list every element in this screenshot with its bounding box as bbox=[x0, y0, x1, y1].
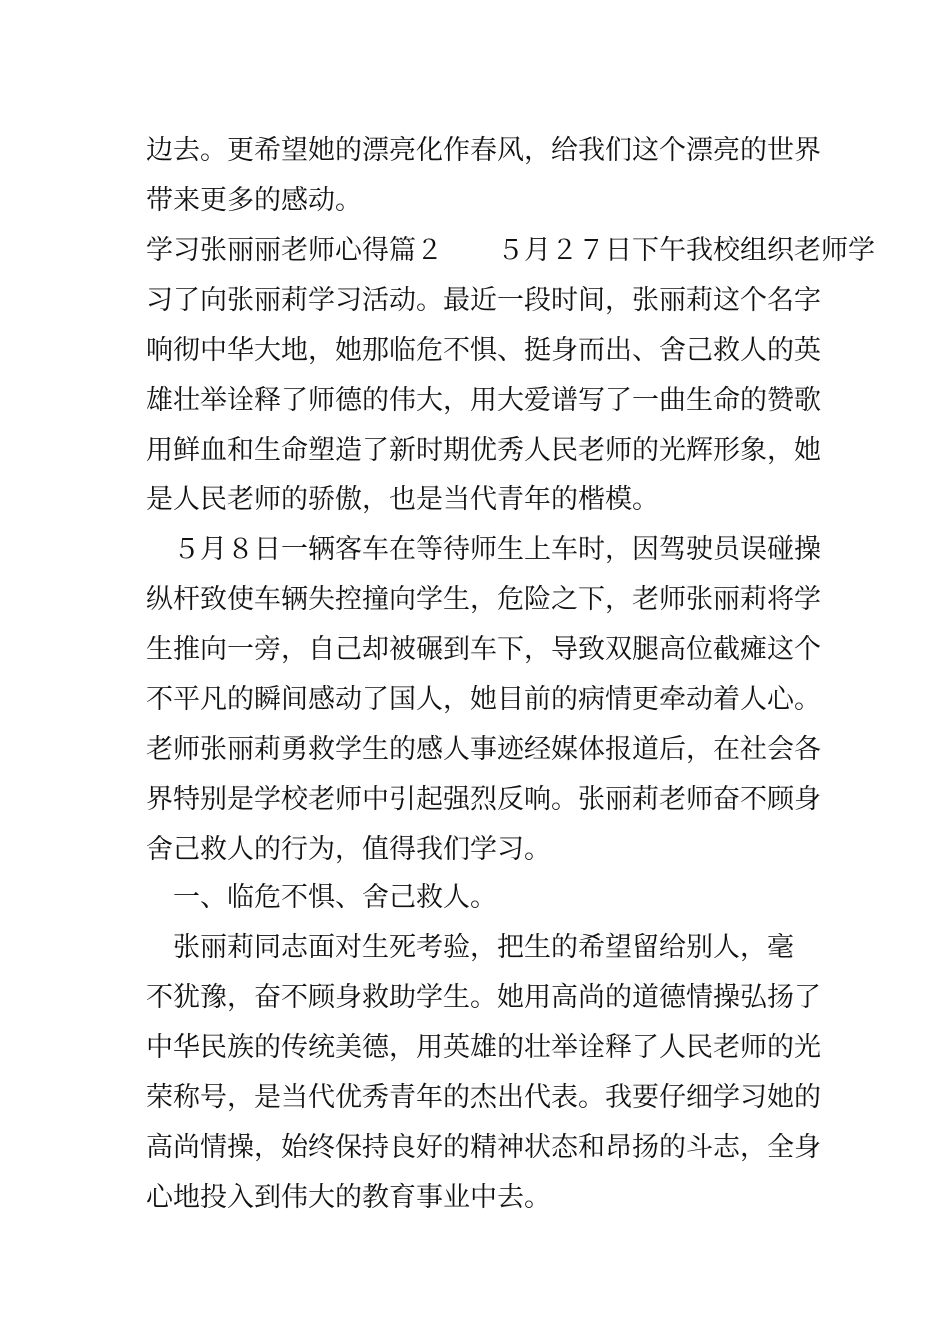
text-line: 是人民老师的骄傲，也是当代青年的楷模。 bbox=[146, 484, 659, 515]
text-line: 界特别是学校老师中引起强烈反响。张丽莉老师奋不顾身 bbox=[146, 784, 821, 815]
text-line: 老师张丽莉勇救学生的感人事迹经媒体报道后，在社会各 bbox=[146, 734, 821, 765]
text-line: 纵杆致使车辆失控撞向学生，危险之下，老师张丽莉将学 bbox=[146, 584, 821, 615]
text-line: 雄壮举诠释了师德的伟大，用大爱谱写了一曲生命的赞歌 bbox=[146, 385, 821, 416]
section-heading: 一、临危不惧、舍己救人。 bbox=[146, 882, 497, 913]
text-line: 边去。更希望她的漂亮化作春风，给我们这个漂亮的世界 bbox=[146, 135, 821, 166]
text-line: 张丽莉同志面对生死考验，把生的希望留给别人，毫 bbox=[146, 932, 794, 963]
text-line: 高尚情操，始终保持良好的精神状态和昂扬的斗志，全身 bbox=[146, 1132, 821, 1163]
text-line: 中华民族的传统美德，用英雄的壮举诠释了人民老师的光 bbox=[146, 1032, 821, 1063]
text-line: 习了向张丽莉学习活动。最近一段时间，张丽莉这个名字 bbox=[146, 285, 821, 316]
text-line: 不犹豫，奋不顾身救助学生。她用高尚的道德情操弘扬了 bbox=[146, 982, 821, 1013]
text-line: 荣称号，是当代优秀青年的杰出代表。我要仔细学习她的 bbox=[146, 1082, 821, 1113]
text-line: 舍己救人的行为，值得我们学习。 bbox=[146, 834, 551, 865]
text-line: 用鲜血和生命塑造了新时期优秀人民老师的光辉形象，她 bbox=[146, 435, 821, 466]
text-line: 心地投入到伟大的教育事业中去。 bbox=[146, 1182, 551, 1213]
text-line: 学习张丽丽老师心得篇２ ５月２７日下午我校组织老师学 bbox=[146, 235, 875, 266]
text-line: 生推向一旁，自己却被碾到车下，导致双腿高位截瘫这个 bbox=[146, 634, 821, 665]
text-line: ５月８日一辆客车在等待师生上车时，因驾驶员误碰操 bbox=[146, 534, 821, 565]
text-line: 不平凡的瞬间感动了国人，她目前的病情更牵动着人心。 bbox=[146, 684, 821, 715]
text-line: 带来更多的感动。 bbox=[146, 185, 362, 216]
text-line: 响彻中华大地，她那临危不惧、挺身而出、舍己救人的英 bbox=[146, 335, 821, 366]
